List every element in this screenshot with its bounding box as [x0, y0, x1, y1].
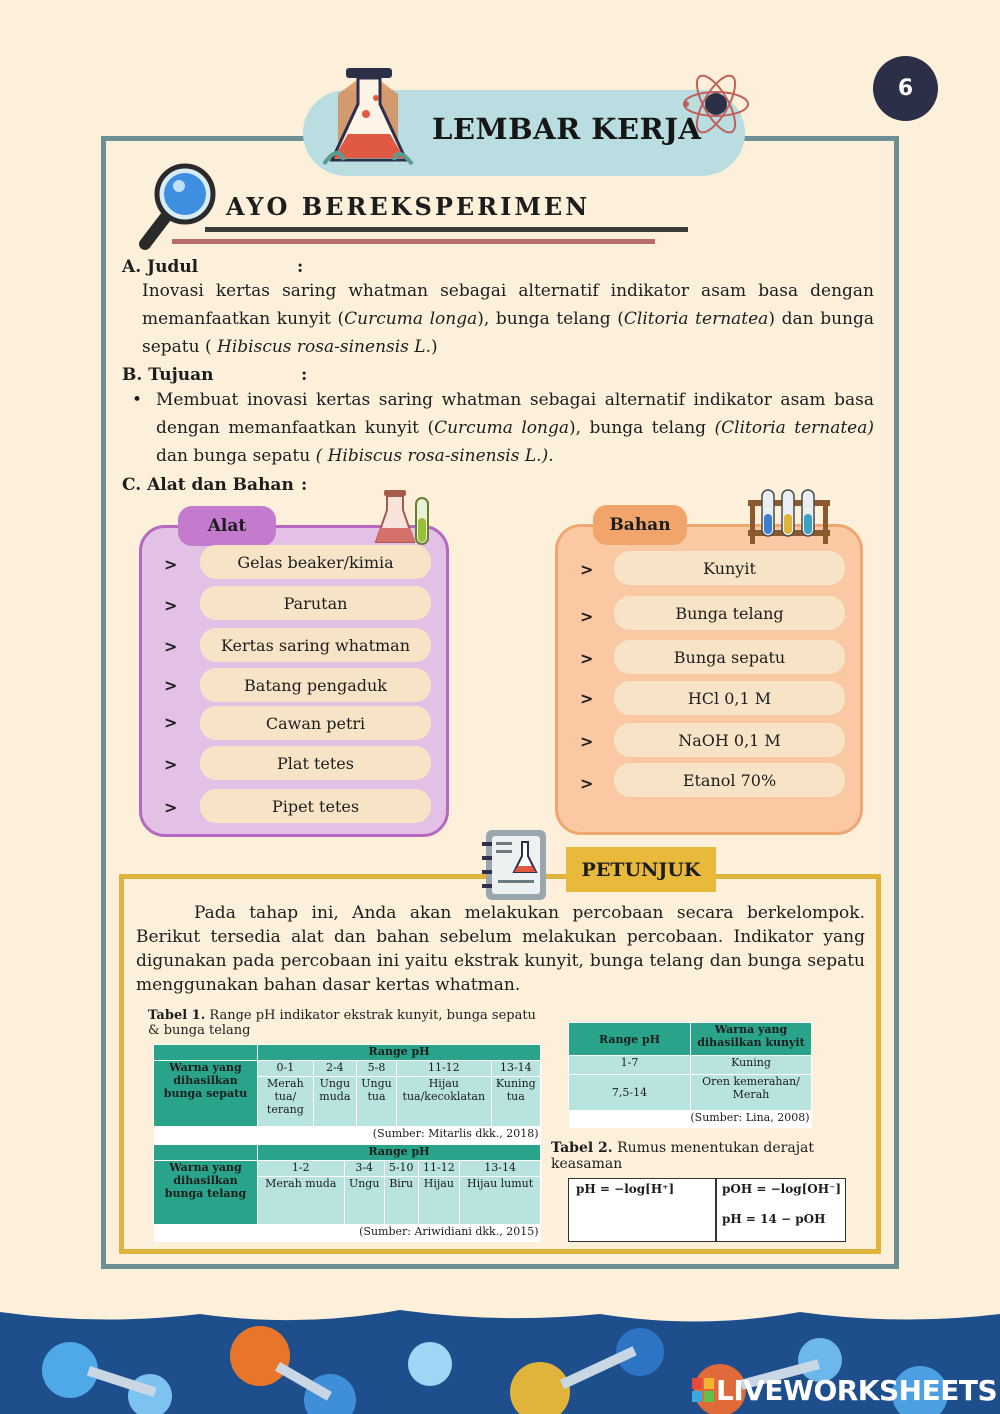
color-cell: Biru — [384, 1177, 418, 1225]
formula-relation: pH = 14 − pOH — [722, 1212, 826, 1226]
liveworksheets-brand: LIVEWORKSHEETS — [716, 1374, 998, 1407]
test-tube-rack-icon — [746, 486, 832, 544]
tujuan-text: Membuat inovasi kertas saring whatman sebagai alternatif indikator asam basa dengan memanfaatkan kunyit (Curcuma longa), bunga telang (Clitoria ternatea) dan bunga sepatu ( Hibiscus rosa-sinensis L.). — [156, 390, 874, 466]
liveworksheets-logo-icon — [692, 1378, 714, 1402]
bahan-item: HCl 0,1 M — [614, 681, 845, 715]
kunyit-range: 1-7 — [569, 1056, 691, 1074]
judul-label: A. Judul — [122, 257, 199, 277]
bahan-item: Bunga telang — [614, 596, 845, 630]
bahan-arrow: > — [580, 607, 594, 626]
source-note: (Sumber: Ariwidiani dkk., 2015) — [154, 1225, 541, 1242]
flask-icon — [318, 64, 418, 172]
alat-item: Parutan — [200, 586, 431, 620]
color-cell: Ungu tua — [356, 1077, 396, 1127]
alat-arrow: > — [164, 637, 178, 656]
petunjuk-title: PETUNJUK — [566, 847, 716, 892]
bahan-item: NaOH 0,1 M — [614, 723, 845, 757]
color-cell: Kuning tua — [491, 1077, 540, 1127]
alat-title: Alat — [178, 506, 276, 546]
ph-range: 0-1 — [258, 1061, 314, 1077]
kunyit-range: 7,5-14 — [569, 1074, 691, 1111]
petunjuk-text: Pada tahap ini, Anda akan melakukan percobaan secara berkelompok. Berikut tersedia alat dan bahan sebelum melakukan percobaan. Indikator yang digunakan pada percobaan ini yaitu ekstrak kunyit, bunga telang dan bunga sepatu menggunakan bahan dasar kertas whatman. — [136, 903, 865, 995]
alat-bahan-colon: : — [301, 475, 308, 495]
source-note: (Sumber: Mitarlis dkk., 2018) — [154, 1127, 541, 1144]
color-cell: Hijau — [418, 1177, 460, 1225]
ph-range: 13-14 — [491, 1061, 540, 1077]
source-note: (Sumber: Lina, 2008) — [569, 1111, 812, 1128]
divider-dark — [205, 227, 688, 232]
ph-range: 11-12 — [418, 1161, 460, 1177]
kunyit-header: Warna yang dihasilkan kunyit — [691, 1023, 812, 1056]
alat-arrow: > — [164, 755, 178, 774]
bahan-arrow: > — [580, 732, 594, 751]
formula-divider — [715, 1179, 717, 1241]
bahan-arrow: > — [580, 560, 594, 579]
beaker-icon — [372, 484, 436, 550]
bahan-item: Bunga sepatu — [614, 640, 845, 674]
ph-range: 13-14 — [460, 1161, 541, 1177]
alat-item: Gelas beaker/kimia — [200, 545, 431, 579]
divider-red — [172, 239, 655, 244]
color-cell: Ungu — [344, 1177, 384, 1225]
kunyit-header: Range pH — [569, 1023, 691, 1056]
kunyit-color: Oren kemerahan/ Merah — [691, 1074, 812, 1111]
bahan-item: Etanol 70% — [614, 763, 845, 797]
alat-arrow: > — [164, 798, 178, 817]
ph-range: 1-2 — [258, 1161, 345, 1177]
alat-item: Batang pengaduk — [200, 668, 431, 702]
color-cell: Ungu muda — [313, 1077, 356, 1127]
tabel2-caption: Tabel 2. Rumus menentukan derajat keasaman — [551, 1140, 815, 1172]
bahan-arrow: > — [580, 689, 594, 708]
formula-ph: pH = −log[H⁺] — [576, 1182, 675, 1196]
document-icon — [478, 826, 556, 904]
tujuan-colon: : — [301, 365, 308, 385]
alat-arrow: > — [164, 676, 178, 695]
alat-item: Plat tetes — [200, 746, 431, 780]
atom-icon — [680, 70, 752, 138]
molecule-background-band — [0, 1300, 1000, 1414]
section-subtitle: AYO BEREKSPERIMEN — [226, 192, 591, 221]
color-cell: Merah tua/ terang — [258, 1077, 314, 1127]
ph-range: 2-4 — [313, 1061, 356, 1077]
formula-table — [568, 1178, 846, 1242]
tabel1-caption: Tabel 1. Range pH indikator ekstrak kunyit, bunga sepatu & bunga telang — [148, 1008, 536, 1038]
alat-arrow: > — [164, 555, 178, 574]
ph-range: 11-12 — [397, 1061, 492, 1077]
judul-colon: : — [297, 257, 304, 277]
bahan-arrow: > — [580, 774, 594, 793]
row-label-sepatu: Warna yang dihasilkan bunga sepatu — [154, 1061, 258, 1127]
ph-range: 5-10 — [384, 1161, 418, 1177]
alat-arrow: > — [164, 713, 178, 732]
tabel-bunga-sepatu — [153, 1044, 541, 1144]
tabel-bunga-telang — [153, 1144, 541, 1242]
bahan-title: Bahan — [593, 505, 687, 545]
color-cell: Merah muda — [258, 1177, 345, 1225]
alat-item: Cawan petri — [200, 706, 431, 740]
bahan-item: Kunyit — [614, 551, 845, 585]
page-number-badge: 6 — [873, 56, 938, 121]
color-cell: Hijau lumut — [460, 1177, 541, 1225]
ph-range: 5-8 — [356, 1061, 396, 1077]
tujuan-label: B. Tujuan — [122, 365, 214, 385]
formula-poh: pOH = −log[OH⁻] — [722, 1182, 842, 1196]
tabel-kunyit — [568, 1022, 812, 1128]
tujuan-bullet: • — [132, 390, 143, 410]
judul-text: Inovasi kertas saring whatman sebagai alternatif indikator asam basa dengan memanfaatkan kunyit (Curcuma longa), bunga telang (Clitoria ternatea) dan bunga sepatu ( Hibiscus rosa-sinensis L.) — [142, 281, 874, 357]
kunyit-color: Kuning — [691, 1056, 812, 1074]
row-label-telang: Warna yang dihasilkan bunga telang — [154, 1161, 258, 1225]
alat-item: Pipet tetes — [200, 789, 431, 823]
range-ph-header: Range pH — [258, 1145, 541, 1161]
alat-item: Kertas saring whatman — [200, 628, 431, 662]
page-title: LEMBAR KERJA — [432, 112, 702, 146]
ph-range: 3-4 — [344, 1161, 384, 1177]
range-ph-header: Range pH — [258, 1045, 541, 1061]
alat-bahan-label: C. Alat dan Bahan — [122, 475, 294, 495]
color-cell: Hijau tua/kecoklatan — [397, 1077, 492, 1127]
bahan-arrow: > — [580, 649, 594, 668]
alat-arrow: > — [164, 596, 178, 615]
